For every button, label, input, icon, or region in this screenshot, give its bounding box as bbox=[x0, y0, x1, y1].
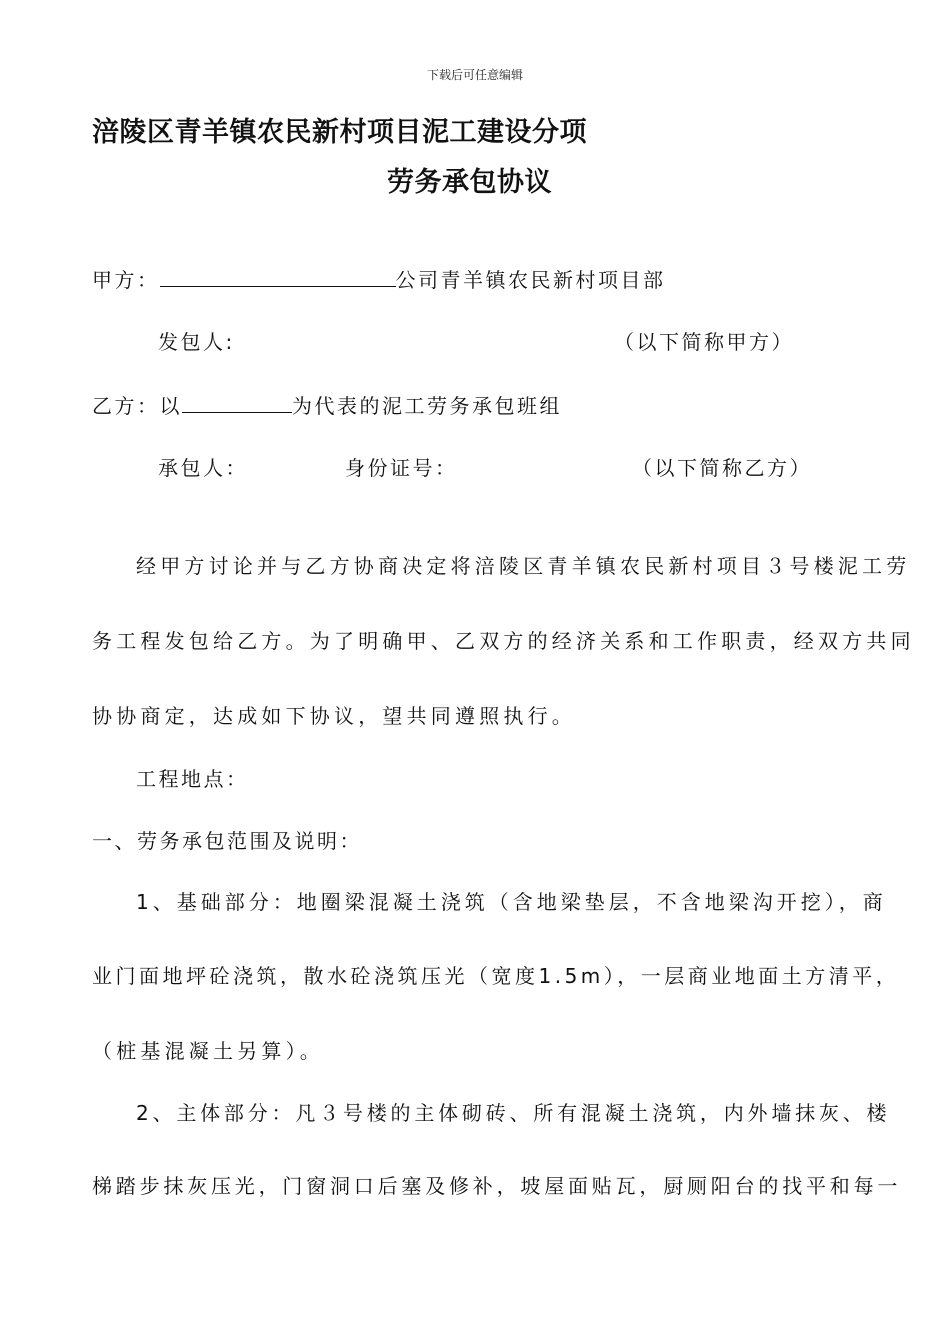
party-a-label: 甲方： bbox=[92, 268, 160, 292]
party-a-suffix: 公司青羊镇农民新村项目部 bbox=[395, 268, 666, 292]
party-b-line bbox=[92, 390, 562, 419]
item-2-line-2: 梯踏步抹灰压光，门窗洞口后塞及修补，坡屋面贴瓦，厨厕阳台的找平和每一 bbox=[92, 1174, 902, 1198]
item-1-line-3: （桩基混凝土另算）。 bbox=[92, 1039, 324, 1063]
item-2-line-1: 2、主体部分：凡３号楼的主体砌砖、所有混凝土浇筑，内外墙抹灰、楼 bbox=[136, 1101, 891, 1125]
party-a-short-name: （以下简称甲方） bbox=[614, 330, 794, 354]
contractee-label: 承包人： bbox=[158, 456, 248, 480]
party-b-short-name: （以下简称乙方） bbox=[632, 456, 812, 480]
header-note: 下载后可任意编辑 bbox=[426, 68, 523, 82]
party-b-suffix: 为代表的泥工劳务承包班组 bbox=[292, 394, 562, 418]
intro-line-2: 务工程发包给乙方。为了明确甲、乙双方的经济关系和工作职责，经双方共同 bbox=[92, 629, 915, 653]
party-b-representative-blank[interactable] bbox=[182, 394, 292, 413]
project-location-label: 工程地点： bbox=[136, 767, 249, 791]
party-a-name-blank[interactable] bbox=[160, 268, 396, 287]
item-1-line-2: 业门面地坪砼浇筑，散水砼浇筑压光（宽度1.5m），一层商业地面土方清平， bbox=[92, 964, 900, 988]
document-title-line1: 涪陵区青羊镇农民新村项目泥工建设分项 bbox=[92, 117, 587, 148]
section-1-heading: 一、劳务承包范围及说明： bbox=[92, 829, 362, 853]
party-b-label: 乙方：以 bbox=[92, 394, 182, 418]
contractor-label: 发包人: bbox=[158, 330, 235, 354]
id-number-label: 身份证号： bbox=[345, 456, 458, 480]
intro-line-3: 协协商定，达成如下协议，望共同遵照执行。 bbox=[92, 704, 576, 728]
intro-line-1: 经甲方讨论并与乙方协商决定将涪陵区青羊镇农民新村项目３号楼泥工劳 bbox=[136, 554, 911, 578]
item-1-line-1: 1、基础部分：地圈梁混凝土浇筑（含地梁垫层，不含地梁沟开挖），商 bbox=[136, 890, 887, 914]
party-a-line bbox=[92, 264, 666, 293]
document-title-line2: 劳务承包协议 bbox=[387, 167, 552, 198]
